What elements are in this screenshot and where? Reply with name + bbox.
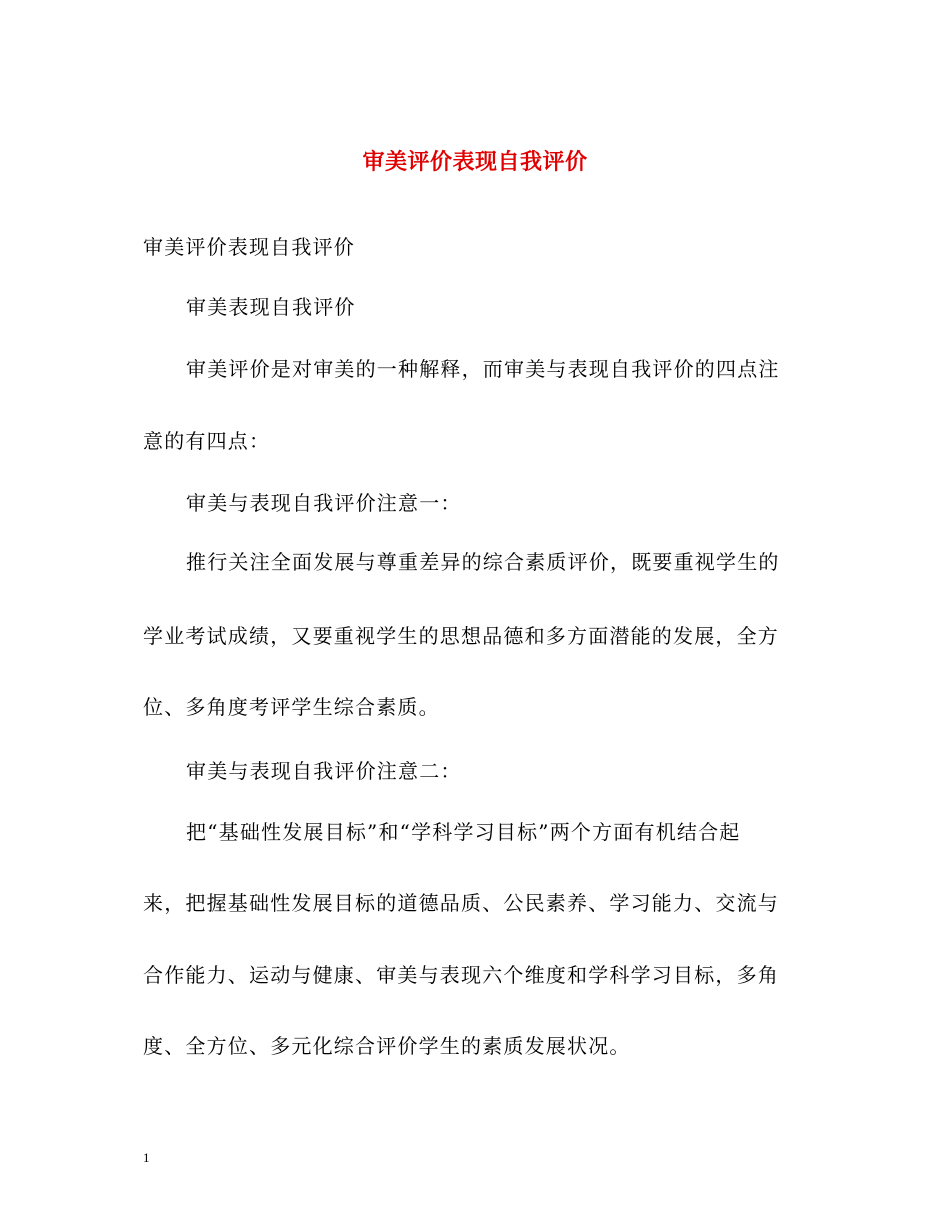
body-line-6: 推行关注全面发展与尊重差异的综合素质评价，既要重视学生的 — [186, 550, 780, 574]
body-line-9: 审美与表现自我评价注意二： — [186, 759, 462, 783]
body-line-3: 审美评价是对审美的一种解释，而审美与表现自我评价的四点注 — [186, 357, 780, 381]
body-line-1: 审美评价表现自我评价 — [143, 235, 355, 259]
body-line-10: 把“基础性发展目标”和“学科学习目标”两个方面有机结合起 — [186, 820, 741, 844]
body-line-2: 审美表现自我评价 — [186, 295, 356, 319]
body-line-7: 学业考试成绩，又要重视学生的思想品德和多方面潜能的发展，全方 — [143, 624, 779, 648]
body-line-13: 度、全方位、多元化综合评价学生的素质发展状况。 — [143, 1034, 631, 1058]
document-title: 审美评价表现自我评价 — [362, 149, 588, 175]
body-line-8: 位、多角度考评学生综合素质。 — [143, 695, 440, 719]
body-line-12: 合作能力、运动与健康、审美与表现六个维度和学科学习目标，多角 — [143, 963, 779, 987]
body-line-11: 来，把握基础性发展目标的道德品质、公民素养、学习能力、交流与 — [143, 891, 779, 915]
body-line-4: 意的有四点： — [143, 429, 271, 453]
page-number: 1 — [143, 1150, 150, 1165]
body-line-5: 审美与表现自我评价注意一： — [186, 491, 462, 515]
